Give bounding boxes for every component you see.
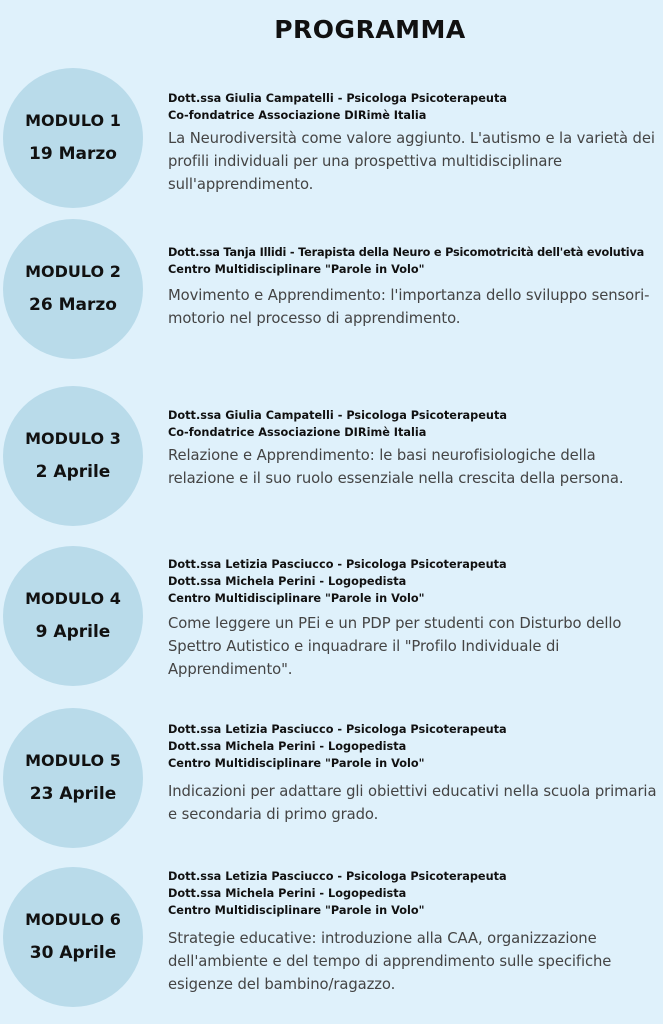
speaker-line: Dott.ssa Giulia Campatelli - Psicologa Psicoterapeuta bbox=[168, 409, 507, 422]
module-content bbox=[168, 868, 663, 996]
speaker-line: Co-fondatrice Associazione DIRimè Italia bbox=[168, 426, 427, 439]
module-badge bbox=[3, 386, 143, 526]
speaker-line: Dott.ssa Michela Perini - Logopedista bbox=[168, 575, 407, 588]
module-label: MODULO 2 bbox=[25, 262, 121, 282]
module-description: Movimento e Apprendimento: l'importanza dello sviluppo sensori-motorio nel processo di apprendimento. bbox=[168, 287, 650, 327]
module-content bbox=[168, 556, 663, 681]
module-description: Strategie educative: introduzione alla CAA, organizzazione dell'ambiente e del tempo di apprendimento sulle specifiche esigenze del bambino/ragazzo. bbox=[168, 930, 612, 993]
module-badge bbox=[3, 867, 143, 1007]
speaker-line: Dott.ssa Tanja Illidi - Terapista della Neuro e Psicomotricità dell'età evolutiva bbox=[168, 246, 645, 259]
speaker-line: Dott.ssa Letizia Pasciucco - Psicologa Psicoterapeuta bbox=[168, 870, 507, 883]
module-description: La Neurodiversità come valore aggiunto. L'autismo e la varietà dei profili individuali per una prospettiva multidisciplinare sull'apprendimento. bbox=[168, 130, 655, 193]
module-badge bbox=[3, 68, 143, 208]
module-content bbox=[168, 90, 663, 196]
module-date: 9 Aprile bbox=[35, 622, 111, 643]
speaker-line: Centro Multidisciplinare "Parole in Volo" bbox=[168, 263, 425, 276]
speaker-line: Dott.ssa Michela Perini - Logopedista bbox=[168, 887, 407, 900]
speaker-line: Dott.ssa Letizia Pasciucco - Psicologa Psicoterapeuta bbox=[168, 558, 507, 571]
speaker-line: Centro Multidisciplinare "Parole in Volo" bbox=[168, 592, 425, 605]
module-description: Relazione e Apprendimento: le basi neurofisiologiche della relazione e il suo ruolo essenziale nella crescita della persona. bbox=[168, 447, 624, 487]
module-label: MODULO 1 bbox=[25, 111, 121, 131]
speaker-line: Centro Multidisciplinare "Parole in Volo" bbox=[168, 904, 425, 917]
module-label: MODULO 6 bbox=[25, 910, 121, 930]
module-content bbox=[168, 407, 663, 490]
module-label: MODULO 4 bbox=[25, 589, 121, 609]
module-date: 2 Aprile bbox=[35, 462, 111, 483]
page-title: PROGRAMMA bbox=[274, 15, 466, 44]
module-label: MODULO 3 bbox=[25, 429, 121, 449]
module-date: 30 Aprile bbox=[29, 943, 117, 964]
module-date: 26 Marzo bbox=[29, 295, 117, 316]
module-date: 19 Marzo bbox=[29, 144, 117, 165]
module-description: Come leggere un PEi e un PDP per studenti con Disturbo dello Spettro Autistico e inquadrare il "Profilo Individuale di Apprendimento". bbox=[168, 615, 622, 678]
module-label: MODULO 5 bbox=[25, 751, 121, 771]
module-date: 23 Aprile bbox=[29, 784, 117, 805]
module-badge bbox=[3, 546, 143, 686]
module-badge bbox=[3, 219, 143, 359]
speaker-line: Dott.ssa Letizia Pasciucco - Psicologa Psicoterapeuta bbox=[168, 723, 507, 736]
speaker-line: Dott.ssa Michela Perini - Logopedista bbox=[168, 740, 407, 753]
module-content bbox=[168, 244, 663, 330]
module-description: Indicazioni per adattare gli obiettivi educativi nella scuola primaria e secondaria di primo grado. bbox=[168, 783, 657, 823]
speaker-line: Co-fondatrice Associazione DIRimè Italia bbox=[168, 109, 427, 122]
speaker-line: Dott.ssa Giulia Campatelli - Psicologa Psicoterapeuta bbox=[168, 92, 507, 105]
module-badge bbox=[3, 708, 143, 848]
module-content bbox=[168, 721, 663, 826]
speaker-line: Centro Multidisciplinare "Parole in Volo" bbox=[168, 757, 425, 770]
